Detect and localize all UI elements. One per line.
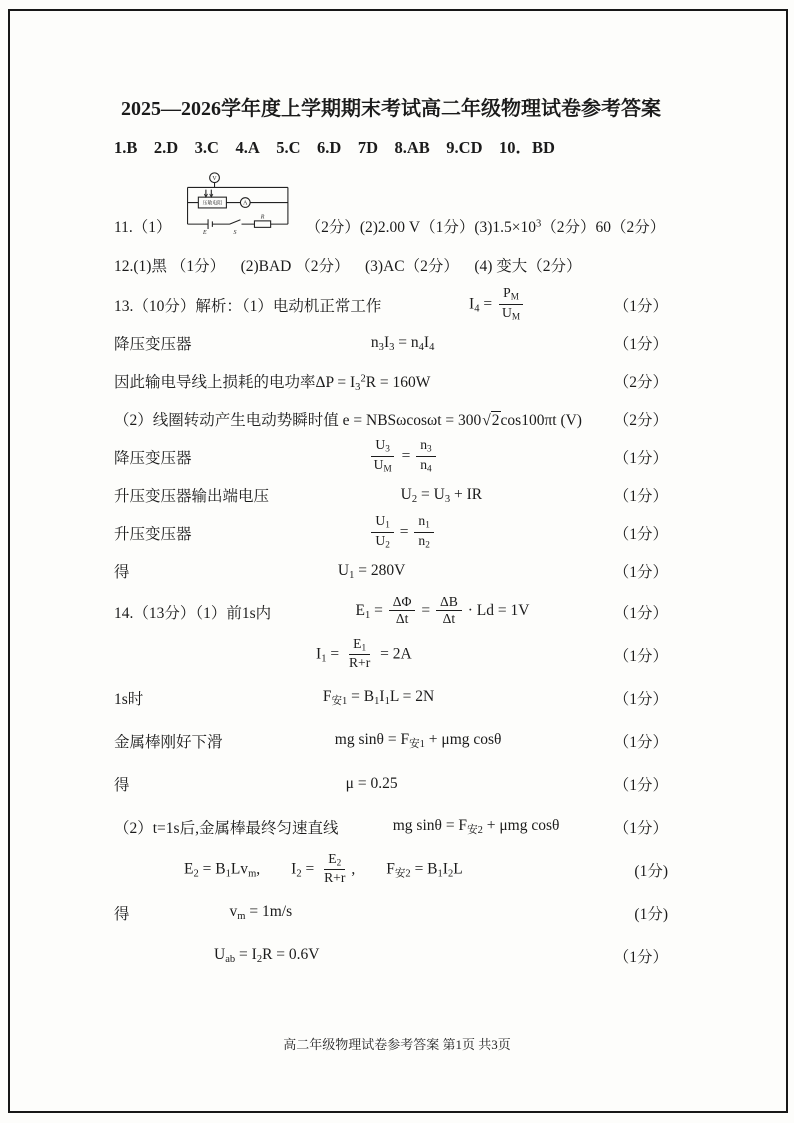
solution-row (114, 324, 668, 362)
solution-row (114, 762, 668, 805)
solution-row (114, 590, 668, 633)
solution-row (114, 676, 668, 719)
row-formula: $E_1$ = $\frac{\Delta\Phi}{\Delta t}$ = $\frac{\Delta B}{\Delta t}$ · Ld = 1V (355, 594, 530, 627)
row-label: 金属棒刚好下滑 (114, 733, 223, 751)
row-label: 降压变压器 (114, 450, 192, 468)
solution-row (114, 891, 668, 934)
row-score: （1分） (613, 776, 668, 794)
solution-row (114, 848, 668, 891)
ammeter-label: A (242, 200, 247, 207)
solution-row (114, 362, 668, 400)
row-score: （1分） (613, 526, 668, 544)
question-12-answers: 12.(1)黑 （1分） (2)BAD （2分） (3)AC（2分） (4) 变大（2分） (114, 258, 582, 275)
resistor-label: R (260, 214, 264, 221)
row-score: （2分） (613, 412, 668, 430)
row-score: （1分） (613, 819, 668, 837)
row-formula: μ = 0.25 (345, 774, 398, 792)
row-label: 得 (114, 905, 130, 923)
solution-row (114, 552, 668, 590)
row-score: （1分） (613, 450, 668, 468)
row-formula: mg $\sin\theta = F_{安2} + \mu mg$ cosθ (392, 816, 560, 836)
row-score: （1分） (613, 564, 668, 582)
row-label: 得 (114, 776, 130, 794)
question-11-block (114, 164, 668, 240)
solution-row (114, 438, 668, 476)
solution-row (114, 514, 668, 552)
q11-label: 11.（1） (114, 219, 172, 236)
bottom-wire (187, 220, 287, 224)
row-score: （1分） (613, 733, 668, 751)
row-label: 得 (114, 564, 130, 582)
row-formula: $\frac{U_1}{U_2}$ = $\frac{n_1}{n_2}$ (192, 514, 614, 552)
multiple-choice-answers: 1.B 2.D 3.C 4.A 5.C 6.D 7D 8.AB 9.CD 10．BD (114, 138, 555, 157)
page-footer: 高二年级物理试卷参考答案 第1页 共3页 (283, 1037, 511, 1052)
question-13-solution (114, 286, 668, 590)
row-label: 13.（10分）解析：（1）电动机正常工作 (114, 298, 382, 316)
row-score: （1分） (613, 488, 668, 506)
row-label: 1s时 (114, 690, 144, 708)
row-formula: $v_m = 1m/s$ (229, 903, 293, 923)
row-score: （1分） (613, 690, 668, 708)
circuit-diagram-icon (180, 164, 296, 240)
resistor-box (254, 221, 270, 227)
row-formula: $U_1 = 280V$ (337, 561, 406, 581)
row-formula: $E_2 = B_1Lv_m$, $I_2$ = $\frac{E_2}{R+r}$ , $F_{安2} = B_1I_2L$ (184, 850, 463, 886)
row-formula: （2）线圈转动产生电动势瞬时值 e = NBSωcosωt = 300√2cos100πt (V) (114, 412, 582, 430)
row-score: (1分) (634, 905, 668, 923)
solution-row (114, 719, 668, 762)
solution-row (114, 286, 668, 324)
row-label: 升压变压器输出端电压 (114, 488, 270, 506)
row-label: 降压变压器 (114, 336, 192, 354)
row-score: （1分） (613, 948, 668, 966)
document-title: 2025—2026学年度上学期期末考试高二年级物理试卷参考答案 (121, 98, 661, 120)
row-label: 升压变压器 (114, 526, 192, 544)
row-label: 14.（13分）（1）前1s内 (114, 604, 272, 622)
battery-icon (208, 219, 212, 229)
switch-label: S (233, 229, 237, 236)
q11-answers: （2分）(2)2.00 V（1分）$(3)1.5\times 10^3(2$分）60（2分） (305, 218, 666, 236)
row-formula: $n_3I_3 = n_4I_4$ (370, 333, 435, 353)
row-formula: $\frac{U_3}{U_M}$ = $\frac{n_3}{n_4}$ (192, 438, 614, 476)
row-label: （2）t=1s后,金属棒最终匀速直线 (114, 819, 339, 837)
row-score: （1分） (613, 298, 668, 316)
row-formula: $U_{ab} = I_2R = 0.6V$ (214, 946, 320, 966)
row-formula: $U_2 = U_3$ + IR (400, 485, 483, 505)
solution-row (114, 400, 668, 438)
row-score: （1分） (613, 336, 668, 354)
pressure-sensor-label: 压敏电阻 (202, 201, 222, 207)
row-formula: mg $\sin\theta = F_{安1} + \mu mg$ cosθ (334, 730, 502, 750)
row-score: (1分) (634, 862, 668, 880)
question-14-solution (114, 590, 668, 977)
voltmeter-label: V (211, 175, 217, 182)
row-formula: 因此输电导线上损耗的电功率$\Delta P = I_3^2R = 160W$ (114, 373, 431, 393)
row-score: （1分） (613, 604, 668, 622)
solution-row (114, 934, 668, 977)
row-formula: $I_1$ = $\frac{E_1}{R+r}$ = 2A (316, 635, 412, 671)
battery-label: E (202, 229, 207, 236)
row-formula: $I_4$ = $\frac{P_M}{U_M}$ (381, 286, 613, 324)
solution-row (114, 633, 668, 676)
row-score: （1分） (613, 647, 668, 665)
row-formula: $F_{安1} = B_1I_1L = 2N$ (322, 687, 435, 707)
solution-row (114, 476, 668, 514)
solution-row (114, 805, 668, 848)
row-score: （2分） (613, 374, 668, 392)
